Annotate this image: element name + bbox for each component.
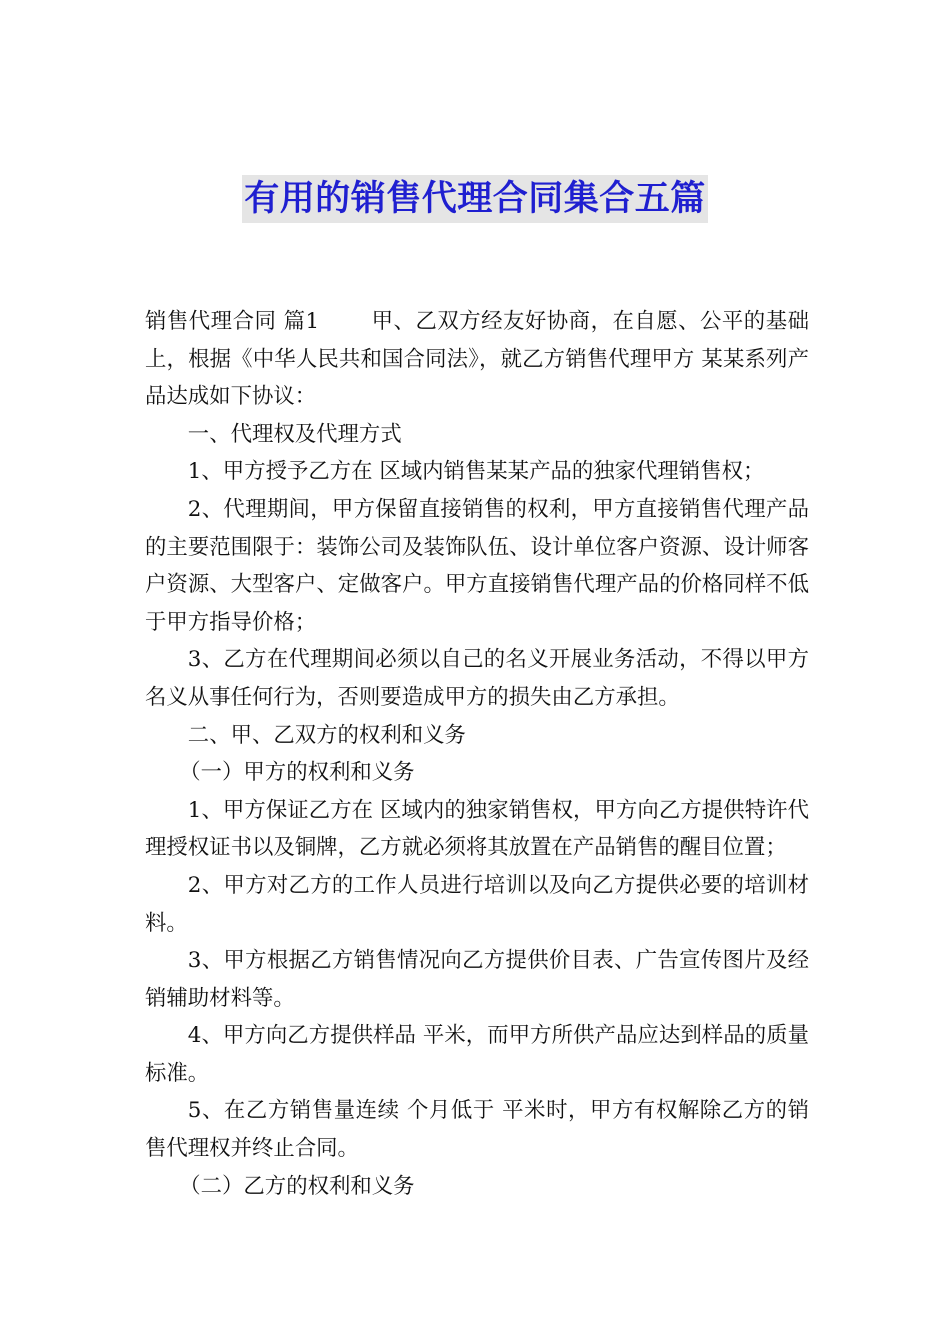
section-heading: 销售代理合同 篇1 <box>145 309 320 334</box>
paragraph-item: 二、甲、乙双方的权利和义务 <box>187 722 466 748</box>
paragraph-item: 2、代理期间，甲方保留直接销售的权利，甲方直接销售代理产品的主要范围限于：装饰公司及装饰队伍、设计单位客户资源、设计师客户资源、大型客户、定做客户。甲方直接销售代理产品的价格同样不低于甲方指导价格； <box>145 496 809 635</box>
paragraph-item: 2、甲方对乙方的工作人员进行培训以及向乙方提供必要的培训材料。 <box>145 872 809 936</box>
paragraph-item: 1、甲方授予乙方在 区域内销售某某产品的独家代理销售权； <box>187 459 765 485</box>
paragraph-item: （二）乙方的权利和义务 <box>179 1173 415 1199</box>
title-container <box>0 175 950 223</box>
paragraph-item: 3、甲方根据乙方销售情况向乙方提供价目表、广告宣传图片及经销辅助材料等。 <box>145 948 809 1011</box>
paragraph-intro <box>145 303 809 416</box>
document-body <box>145 303 809 1205</box>
paragraph-item: 一、代理权及代理方式 <box>187 421 402 447</box>
paragraph-item: 1、甲方保证乙方在 区域内的独家销售权，甲方向乙方提供特许代理授权证书以及铜牌，乙方就必须将其放置在产品销售的醒目位置； <box>145 797 809 861</box>
paragraph-item: 4、甲方向乙方提供样品 平米，而甲方所供产品应达到样品的质量标准。 <box>145 1023 809 1086</box>
intro-text: 甲、乙双方经友好协商，在自愿、公平的基础上，根据《中华人民共和国合同法》，就乙方销售代理甲方 某某系列产品达成如下协议： <box>145 309 809 410</box>
document-title: 有用的销售代理合同集合五篇 <box>242 175 708 223</box>
paragraph-item: 3、乙方在代理期间必须以自己的名义开展业务活动，不得以甲方名义从事任何行为，否则要造成甲方的损失由乙方承担。 <box>145 647 809 710</box>
paragraph-item: （一）甲方的权利和义务 <box>179 760 415 786</box>
paragraph-item: 5、在乙方销售量连续 个月低于 平米时，甲方有权解除乙方的销售代理权并终止合同。 <box>145 1098 809 1162</box>
